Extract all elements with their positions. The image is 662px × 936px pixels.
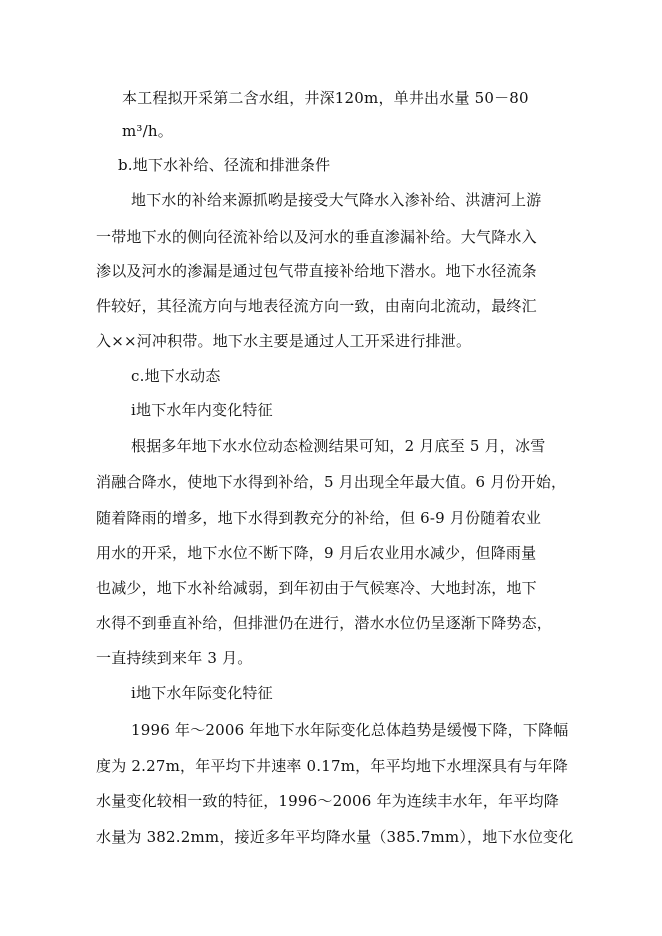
paragraph-line: 水量变化较相一致的特征，1996～2006 年为连续丰水年，年平均降 [96,792,559,810]
paragraph-line: 用水的开采，地下水位不断下降，9 月后农业用水减少，但降雨量 [96,544,537,562]
paragraph-line: 根据多年地下水水位动态检测结果可知，2 月底至 5 月，冰雪 [131,437,546,455]
paragraph-line: 渗以及河水的渗漏是通过包气带直接补给地下潜水。地下水径流条 [96,262,537,280]
paragraph-line: 件较好，其径流方向与地表径流方向一致，由南向北流动，最终汇 [96,297,537,315]
paragraph-line: 水量为 382.2mm，接近多年平均降水量（385.7mm），地下水位变化 [96,828,574,846]
subsection-heading-annual: ⅰ地下水年内变化特征 [131,401,273,419]
paragraph-line: 1996 年～2006 年地下水年际变化总体趋势是缓慢下降，下降幅 [131,721,569,739]
paragraph-line: 度为 2.27m，年平均下井速率 0.17m，年平均地下水埋深具有与年降 [96,757,568,775]
section-heading-c: c.地下水动态 [131,367,221,385]
paragraph-line: 入××河冲积带。地下水主要是通过人工开采进行排泄。 [96,332,472,350]
paragraph-line: 随着降雨的增多，地下水得到教充分的补给，但 6-9 月份随着农业 [96,509,542,527]
paragraph-line: m³/h。 [122,122,173,140]
paragraph-line: 水得不到垂直补给，但排泄仍在进行，潜水水位仍呈逐渐下降势态， [96,614,553,632]
paragraph-line: 本工程拟开采第二含水组，井深120m，单井出水量 50－80 [122,89,529,107]
paragraph-line: 消融合降水，使地下水得到补给，5 月出现全年最大值。6 月份开始， [96,473,567,491]
section-heading-b: b.地下水补给、径流和排泄条件 [118,156,331,174]
paragraph-line: 一直持续到来年 3 月。 [96,649,253,667]
paragraph-line: 一带地下水的侧向径流补给以及河水的垂直渗漏补给。大气降水入 [96,228,537,246]
paragraph-line: 地下水的补给来源抓哟是接受大气降水入渗补给、洪溏河上游 [131,191,542,209]
paragraph-line: 也减少，地下水补给减弱，到年初由于气候寒冷、大地封冻，地下 [96,579,537,597]
subsection-heading-interannual: ⅰ地下水年际变化特征 [131,684,273,702]
